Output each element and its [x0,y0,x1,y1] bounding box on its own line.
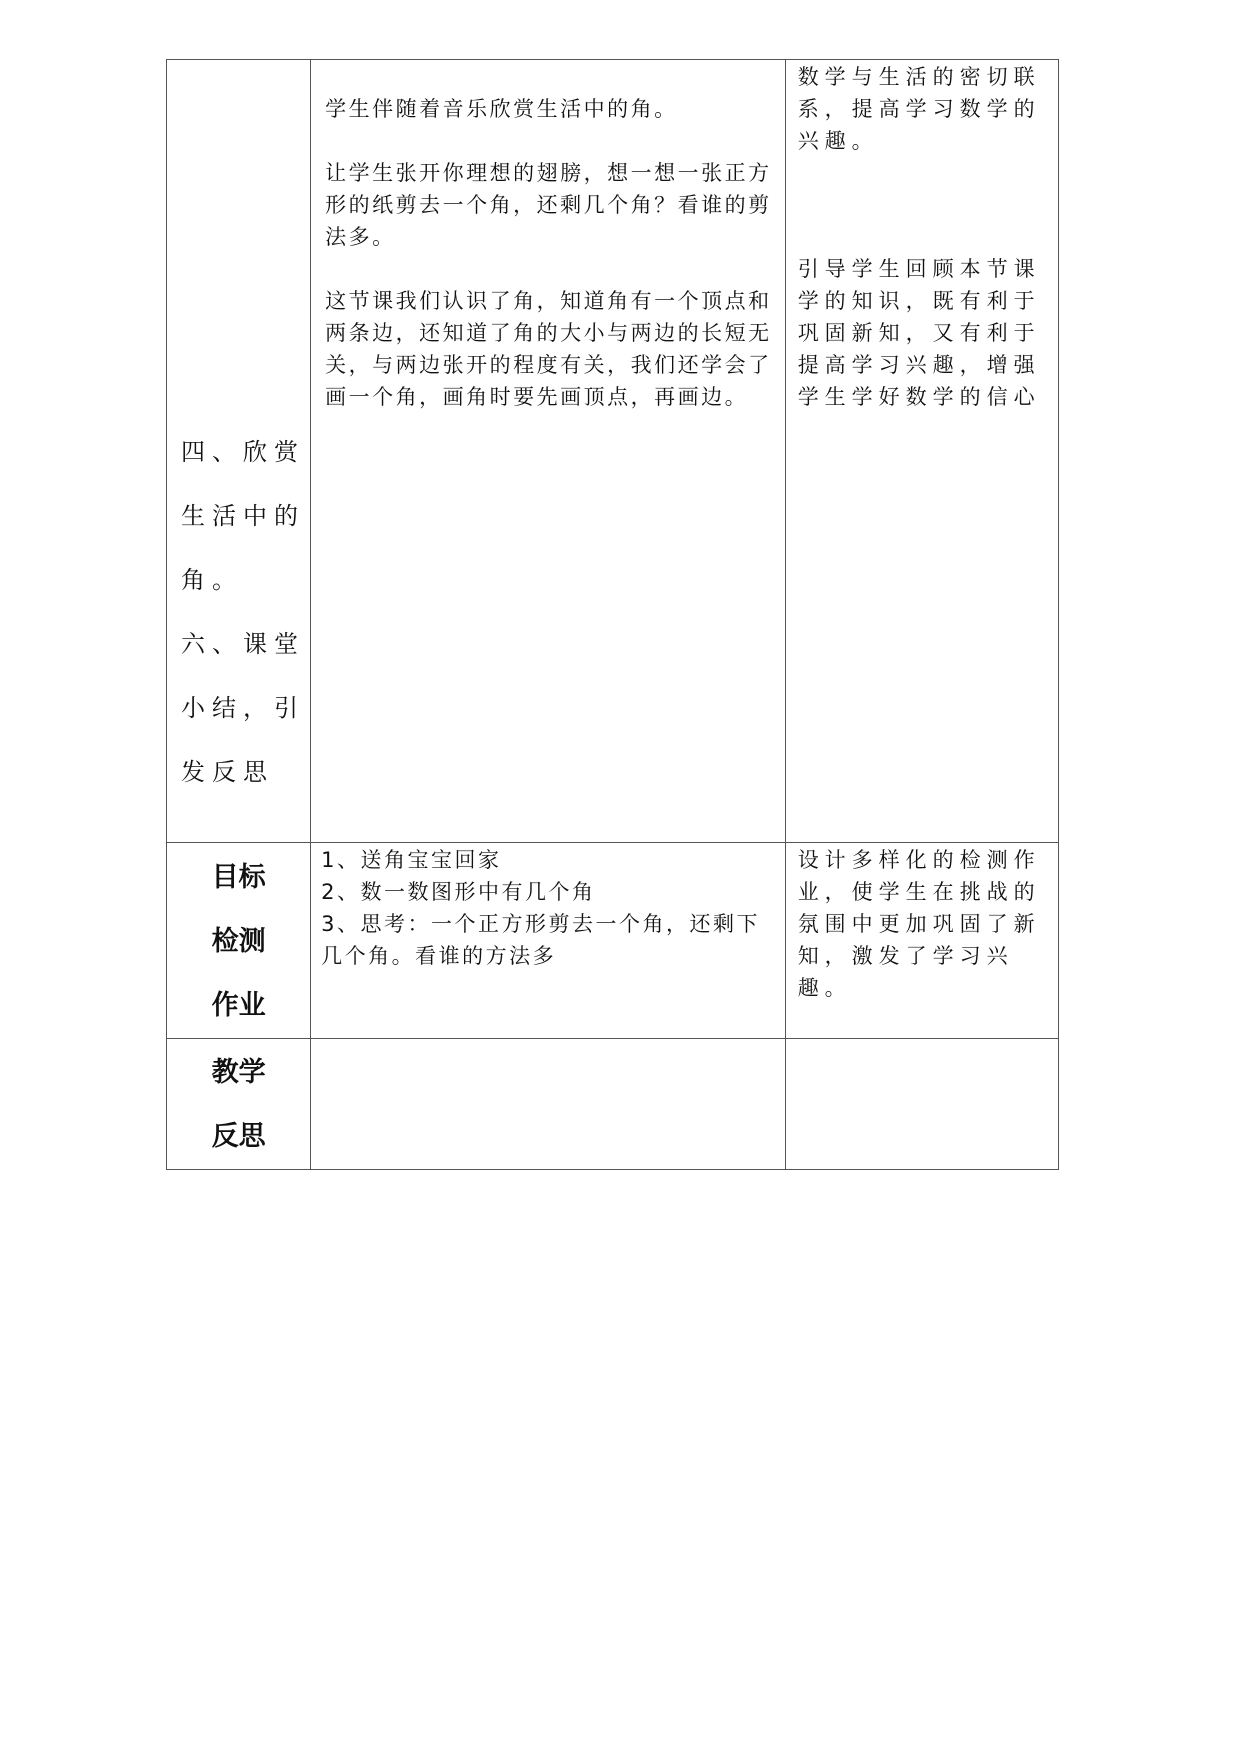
homework-item: 3、思考：一个正方形剪去一个角，还剩下几个角。看谁的方法多 [321,912,761,968]
row-header-line: 目标 [211,862,266,893]
intent-cell [785,60,1058,843]
stage-line: 四、欣赏 [181,438,305,466]
activity-paragraph: 让学生张开你理想的翅膀，想一想一张正方形的纸剪去一个角，还剩几个角？看谁的剪法多。 [325,161,772,249]
table-row [167,843,1059,1039]
table-row [167,1039,1059,1170]
intent-paragraph: 数学与生活的密切联系，提高学习数学的兴趣。 [797,65,1041,153]
stage-line: 小结，引 [181,694,305,722]
activity-paragraph: 学生伴随着音乐欣赏生活中的角。 [325,97,678,121]
lesson-plan-table [166,59,1059,1170]
row-header [167,1039,311,1170]
row-header-line: 作业 [211,990,266,1021]
row-header [167,843,311,1039]
table-row [167,60,1059,843]
stage-cell [167,60,311,843]
activity-paragraph: 这节课我们认识了角，知道角有一个顶点和两条边，还知道了角的大小与两边的长短无关，与两边张开的程度有关，我们还学会了画一个角，画角时要先画顶点，再画边。 [325,289,772,409]
row-header-line: 检测 [211,926,266,957]
reflection-cell [311,1039,786,1170]
intent-cell [785,843,1058,1039]
row-header-line: 教学 [211,1057,266,1088]
reflection-note-cell [785,1039,1058,1170]
stage-line: 生活中的 [181,502,305,530]
row-header-line: 反思 [211,1121,266,1152]
homework-cell [311,843,786,1039]
stage-line: 六、课堂 [181,630,305,658]
intent-paragraph: 引导学生回顾本节课学的知识，既有利于巩固新知，又有利于提高学习兴趣，增强学生学好数学的信心 [797,257,1041,409]
activity-cell [311,60,786,843]
stage-line: 角。 [181,566,243,594]
intent-paragraph: 设计多样化的检测作业，使学生在挑战的氛围中更加巩固了新知，激发了学习兴趣。 [797,848,1041,1000]
stage-line: 发反思 [181,758,274,786]
homework-item: 1、送角宝宝回家 [321,848,502,872]
homework-item: 2、数一数图形中有几个角 [321,880,596,904]
